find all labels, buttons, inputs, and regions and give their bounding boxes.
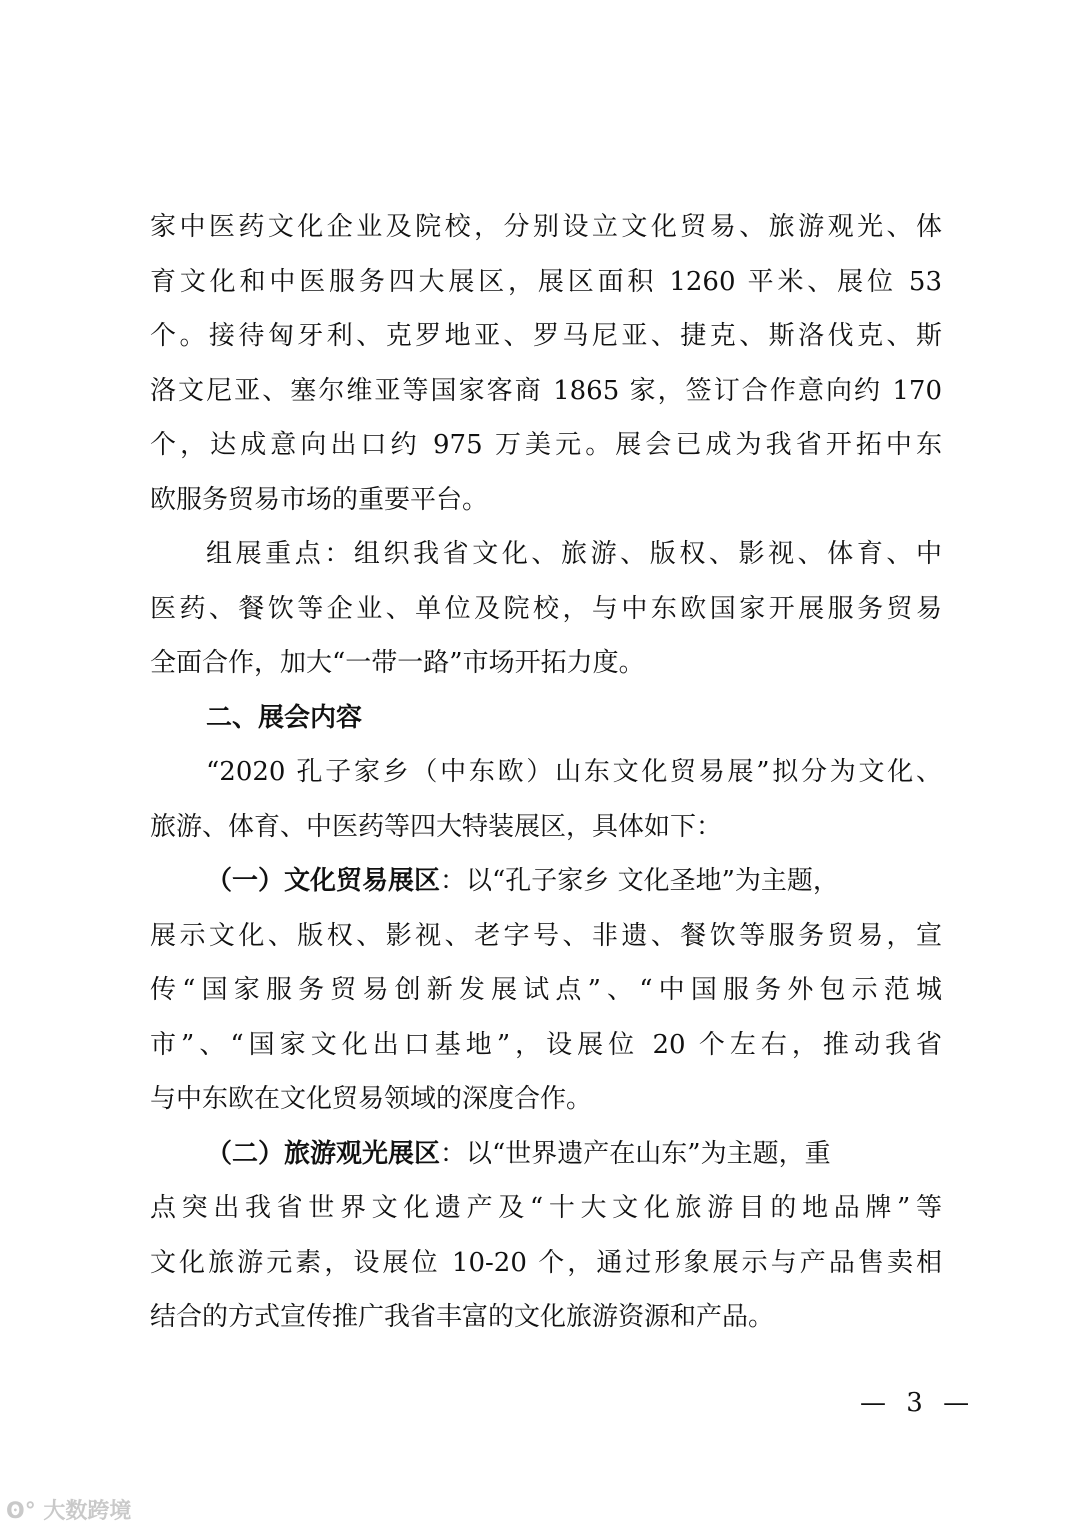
text-line: 医药、餐饮等企业、单位及院校，与中东欧国家开展服务贸易: [150, 593, 942, 624]
text-line: 与中东欧在文化贸易领域的深度合作。: [150, 1084, 593, 1114]
document-body: [150, 200, 942, 1345]
text-span: ：以“孔子家乡 文化圣地”为主题，: [440, 866, 839, 896]
text-line-subsection-1: [150, 854, 942, 909]
section-heading: 二、展会内容: [206, 702, 363, 733]
text-line: 个。接待匈牙利、克罗地亚、罗马尼亚、捷克、斯洛伐克、斯: [150, 321, 942, 351]
text-line: 旅游、体育、中医药等四大特装展区，具体如下：: [150, 811, 723, 842]
text-line: 家中医药文化企业及院校，分别设立文化贸易、旅游观光、体: [150, 212, 942, 242]
text-line: 展示文化、版权、影视、老字号、非遗、餐饮等服务贸易，宣: [150, 920, 942, 951]
watermark-text: 大数跨境: [43, 1499, 132, 1524]
text-line: 点突出我省世界文化遗产及“十大文化旅游目的地品牌”等: [150, 1193, 942, 1223]
text-line: 全面合作，加大“一带一路”市场开拓力度。: [150, 648, 645, 678]
text-line: 育文化和中医服务四大展区，展区面积 1260 平米、展位 53: [150, 266, 942, 297]
watermark-logo: [6, 1494, 131, 1525]
text-line: 洛文尼亚、塞尔维亚等国家客商 1865 家，签订合作意向约 170: [150, 375, 942, 406]
text-line: 市”、“国家文化出口基地”，设展位 20 个左右，推动我省: [150, 1029, 942, 1060]
text-line: 文化旅游元素，设展位 10-20 个，通过形象展示与产品售卖相: [150, 1247, 942, 1278]
page-number: — 3 —: [860, 1388, 976, 1418]
text-line: 传“国家服务贸易创新发展试点”、“中国服务外包示范城: [150, 975, 942, 1005]
text-span: ：以“世界遗产在山东”为主题，重: [440, 1138, 831, 1169]
text-line: 个，达成意向出口约 975 万美元。展会已成为我省开拓中东: [150, 430, 942, 460]
text-line: 欧服务贸易市场的重要平台。: [150, 484, 489, 515]
watermark-icon: ʘ°: [6, 1499, 44, 1524]
text-line: 结合的方式宣传推广我省丰富的文化旅游资源和产品。: [150, 1302, 775, 1332]
text-line-subsection-2: [150, 1127, 942, 1182]
subsection-title: （一）文化贸易展区: [206, 866, 441, 896]
text-line: 组展重点：组织我省文化、旅游、版权、影视、体育、中: [206, 539, 942, 569]
text-line: “2020 孔子家乡（中东欧）山东文化贸易展”拟分为文化、: [206, 757, 942, 787]
subsection-title: （二）旅游观光展区: [206, 1138, 441, 1169]
